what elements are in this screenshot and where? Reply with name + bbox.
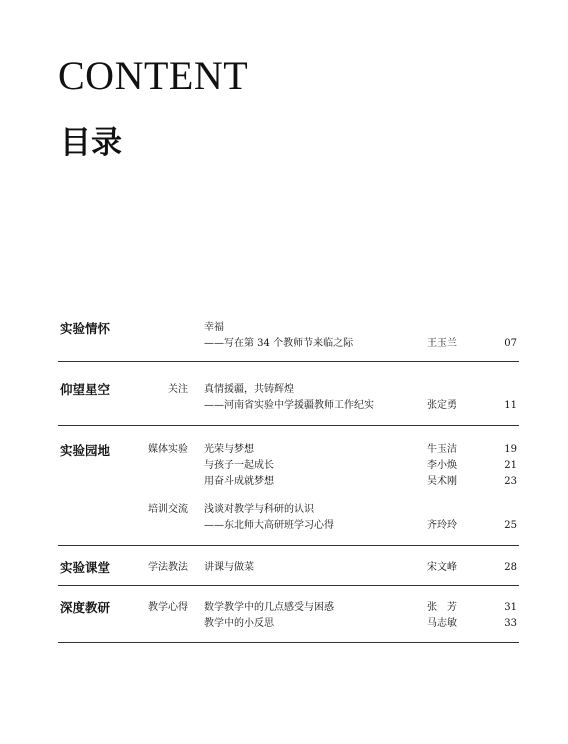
toc-entry-line[interactable] xyxy=(58,518,519,534)
toc-entry-line[interactable] xyxy=(58,398,519,414)
subcategory-group xyxy=(58,560,519,576)
toc-section xyxy=(58,426,519,546)
toc-entry-line[interactable] xyxy=(58,458,519,474)
author-name: 宋文峰 xyxy=(427,562,457,573)
author-name: 牛玉洁 xyxy=(427,444,457,455)
article-title: 光荣与梦想 xyxy=(204,444,254,455)
page-number: 21 xyxy=(504,460,517,471)
toc-section xyxy=(58,362,519,426)
page-number: 25 xyxy=(504,520,517,531)
subcategory-group xyxy=(58,600,519,632)
page-number: 33 xyxy=(504,618,517,629)
page-number: 28 xyxy=(504,562,517,573)
subcategory-label: 媒体实验 xyxy=(148,444,188,455)
content-title: CONTENT xyxy=(58,53,249,98)
subcategory-label: 关注 xyxy=(168,384,188,395)
section-title: 仰望星空 xyxy=(60,382,111,397)
toc-entry-line[interactable] xyxy=(58,616,519,632)
article-title: 讲课与做菜 xyxy=(204,562,254,573)
article-title: 教学中的小反思 xyxy=(204,618,274,629)
author-name: 李小焕 xyxy=(427,460,457,471)
author-name: 齐玲玲 xyxy=(427,520,457,531)
article-title: 真情援疆，共铸辉煌 xyxy=(204,384,294,395)
subcategory-label: 学法教法 xyxy=(148,562,188,573)
toc-entry-line[interactable] xyxy=(58,382,519,398)
page-number: 31 xyxy=(504,602,517,613)
subcategory-group xyxy=(58,320,519,352)
toc-section xyxy=(58,546,519,586)
toc-entry-line[interactable] xyxy=(58,336,519,352)
subcategory-label: 教学心得 xyxy=(148,602,188,613)
article-title: 数学教学中的几点感受与困惑 xyxy=(204,602,334,613)
section-title: 深度教研 xyxy=(60,600,111,615)
author-name: 张 芳 xyxy=(427,602,457,613)
section-title: 实验课堂 xyxy=(60,560,111,575)
author-name: 吴术刚 xyxy=(427,476,457,487)
article-title: 与孩子一起成长 xyxy=(204,460,274,471)
toc-section xyxy=(58,586,519,643)
article-title: 幸福 xyxy=(204,322,224,333)
article-title: 浅谈对教学与科研的认识 xyxy=(204,504,314,515)
author-name: 张定勇 xyxy=(427,400,457,411)
subcategory-group xyxy=(58,382,519,414)
toc-entry-line[interactable] xyxy=(58,560,519,576)
author-name: 王玉兰 xyxy=(427,338,457,349)
section-title: 实验园地 xyxy=(60,443,111,458)
page-number: 11 xyxy=(504,400,517,411)
toc-entry-line[interactable] xyxy=(58,442,519,458)
subcategory-group xyxy=(58,442,519,490)
toc-entry-line[interactable] xyxy=(58,502,519,518)
page-number: 23 xyxy=(504,476,517,487)
subcategory-group xyxy=(58,502,519,534)
toc-entry-line[interactable] xyxy=(58,600,519,616)
subcategory-label: 培训交流 xyxy=(148,504,188,515)
table-of-contents xyxy=(58,312,519,643)
section-title: 实验情怀 xyxy=(60,321,111,336)
page-number: 07 xyxy=(504,338,517,349)
article-title: ——东北师大高研班学习心得 xyxy=(204,520,334,531)
article-title: ——河南省实验中学援疆教师工作纪实 xyxy=(204,400,374,411)
contents-heading-zh: 目录 xyxy=(60,125,122,161)
toc-entry-line[interactable] xyxy=(58,320,519,336)
toc-entry-line[interactable] xyxy=(58,474,519,490)
page-number: 19 xyxy=(504,444,517,455)
article-title: 用奋斗成就梦想 xyxy=(204,476,274,487)
author-name: 马志敏 xyxy=(427,618,457,629)
article-title: ——写在第 34 个教师节来临之际 xyxy=(204,338,354,349)
toc-section xyxy=(58,312,519,362)
